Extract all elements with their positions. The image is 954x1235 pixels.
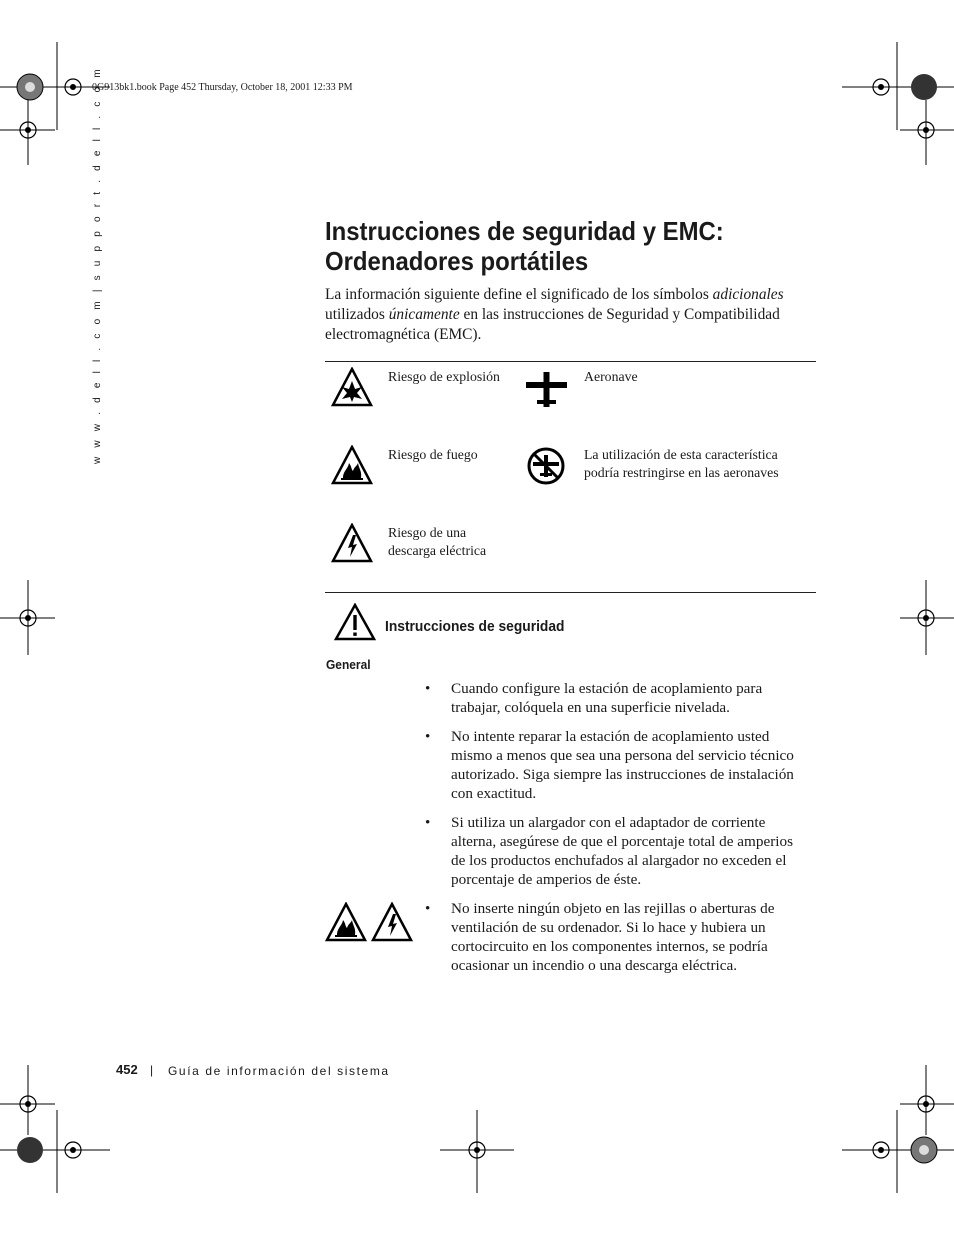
bullet-text: Si utiliza un alargador con el adaptador de corriente alterna, asegúrese de que el porcentaje total de amperios de los productos enchufados al alargador no exceden el porcentaje de amperios de éste. xyxy=(451,814,793,888)
list-item xyxy=(425,813,805,889)
intro-text-1: La información siguiente define el significado de los símbolos xyxy=(325,286,713,303)
bullet-marker: • xyxy=(425,814,431,831)
general-subheading: General xyxy=(326,657,371,672)
fire-warning-icon xyxy=(331,445,373,485)
symbol-label-electric-shock: Riesgo de una descarga eléctrica xyxy=(388,525,487,558)
no-aircraft-use-icon xyxy=(526,446,566,486)
fire-warning-icon xyxy=(325,902,367,942)
list-item xyxy=(425,727,805,803)
symbol-label-aircraft: Aeronave xyxy=(584,369,638,384)
footer-separator: | xyxy=(150,1063,154,1077)
intro-text-3: en las instrucciones de Seguridad y Compatibilidad electromagnética (EMC). xyxy=(325,306,780,343)
caution-icon xyxy=(334,603,376,641)
symbol-label-explosion: Riesgo de explosión xyxy=(388,369,500,384)
electric-shock-warning-icon xyxy=(371,902,413,942)
intro-text-2: utilizados xyxy=(325,306,389,323)
footer-book-title: Guía de información del sistema xyxy=(168,1064,390,1078)
electric-shock-warning-icon xyxy=(331,523,373,563)
bullet-marker: • xyxy=(425,728,431,745)
bullet-text: No inserte ningún objeto en las rejillas o aberturas de ventilación de su ordenador. Si lo hace y hubiera un cortocircuito en los componentes internos, se podría ocasionar un incendio o una descarga eléctrica. xyxy=(451,900,775,974)
bullet-marker: • xyxy=(425,680,431,697)
page-title-line-2: Ordenadores portátiles xyxy=(325,246,589,276)
page-number: 452 xyxy=(116,1062,138,1077)
bullet-marker: • xyxy=(425,900,431,917)
list-item xyxy=(425,899,805,975)
safety-section-title: Instrucciones de seguridad xyxy=(385,618,565,635)
list-item xyxy=(425,679,805,717)
intro-emphasis-1: adicionales xyxy=(712,286,784,303)
symbol-label-aircraft-restriction: La utilización de esta característica podría restringirse en las aeronaves xyxy=(584,447,779,480)
page-title xyxy=(325,216,785,276)
intro-emphasis-2: únicamente xyxy=(388,306,460,323)
symbol-table-bottom-rule xyxy=(325,592,816,593)
symbol-label-fire: Riesgo de fuego xyxy=(388,447,478,462)
printer-slug-line: 0G913bk1.book Page 452 Thursday, October 18, 2001 12:33 PM xyxy=(92,82,353,93)
explosion-warning-icon xyxy=(331,367,373,407)
airplane-icon xyxy=(525,368,568,408)
symbol-table-top-rule xyxy=(325,361,816,362)
intro-paragraph xyxy=(325,285,815,345)
safety-bullet-list xyxy=(425,679,805,985)
side-website-url: w w w . d e l l . c o m | s u p p o r t . d e l l . c o m xyxy=(92,66,103,464)
bullet-text: No intente reparar la estación de acoplamiento usted mismo a menos que sea una persona del servicio técnico autorizado. Siga siempre las instrucciones de instalación con exactitud. xyxy=(451,728,794,802)
bullet-text: Cuando configure la estación de acoplamiento para trabajar, colóquela en una superficie nivelada. xyxy=(451,680,763,716)
page-title-line-1: Instrucciones de seguridad y EMC: xyxy=(325,216,724,246)
